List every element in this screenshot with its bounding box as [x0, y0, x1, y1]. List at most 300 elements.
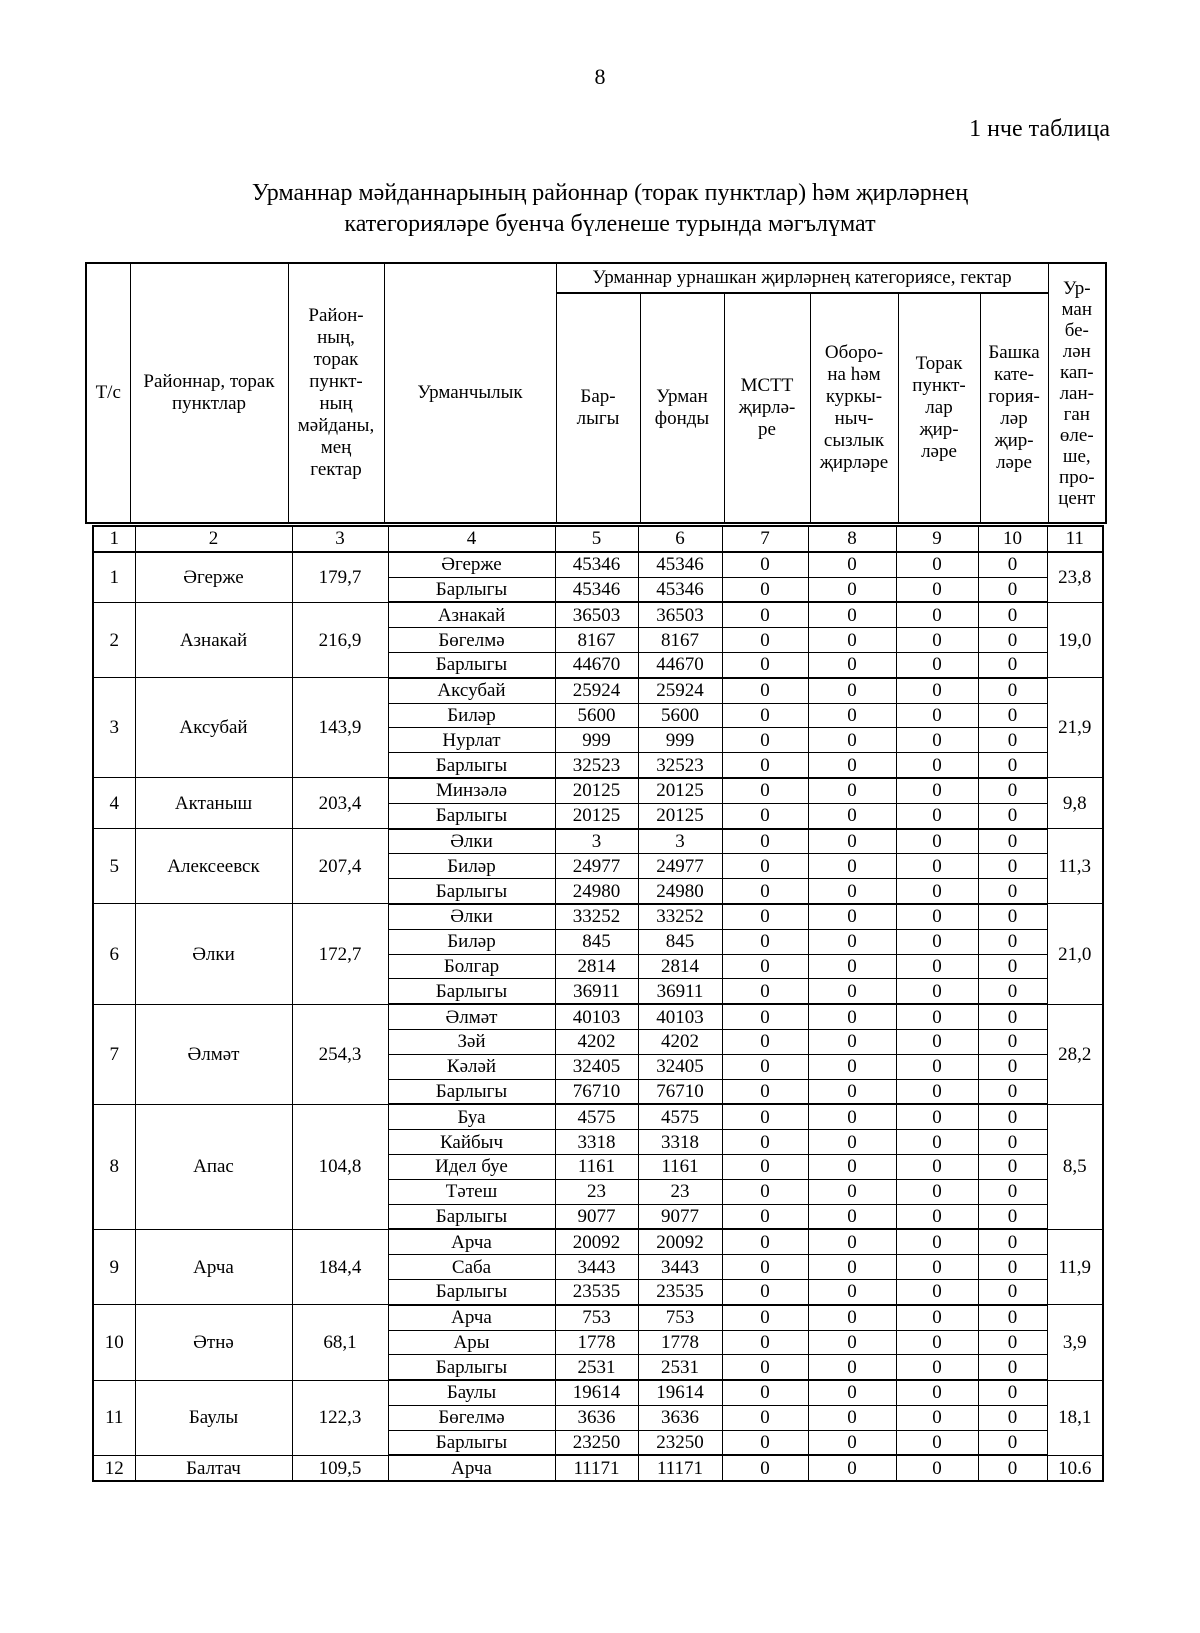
district-name: Әтнә	[135, 1305, 292, 1380]
forest-fund-hectares: 33252	[638, 904, 722, 929]
row-number: 11	[93, 1380, 135, 1455]
mstt-hectares: 0	[722, 1104, 808, 1129]
header-forest-fund: Урман фонды	[640, 293, 724, 523]
forest-fund-hectares: 24980	[638, 879, 722, 904]
defense-hectares: 0	[808, 628, 896, 653]
mstt-hectares: 0	[722, 678, 808, 703]
forestry-name: Арча	[388, 1229, 555, 1254]
total-hectares: 3318	[555, 1130, 638, 1155]
total-hectares: 4202	[555, 1029, 638, 1054]
forestry-name: Барлыгы	[388, 1355, 555, 1380]
district-area: 216,9	[292, 602, 388, 677]
mstt-hectares: 0	[722, 1330, 808, 1355]
forest-fund-hectares: 845	[638, 929, 722, 954]
header-other: Башка кате- гория- ләр җир- ләре	[980, 293, 1048, 523]
forest-cover-percent: 21,0	[1047, 904, 1103, 1004]
forest-fund-hectares: 25924	[638, 678, 722, 703]
table-row	[93, 778, 1103, 803]
header-district-area: Район- ның, торак пункт- ның мәйданы, мең гектар	[288, 263, 384, 523]
mstt-hectares: 0	[722, 1455, 808, 1481]
defense-hectares: 0	[808, 1054, 896, 1079]
district-area: 143,9	[292, 678, 388, 778]
document-title	[0, 178, 1200, 240]
other-hectares: 0	[978, 1204, 1047, 1229]
forestry-name: Кайбыч	[388, 1130, 555, 1155]
defense-hectares: 0	[808, 1430, 896, 1455]
total-hectares: 4575	[555, 1104, 638, 1129]
column-number: 1	[93, 526, 135, 552]
other-hectares: 0	[978, 929, 1047, 954]
defense-hectares: 0	[808, 1004, 896, 1029]
district-area: 207,4	[292, 829, 388, 904]
mstt-hectares: 0	[722, 879, 808, 904]
row-number: 8	[93, 1104, 135, 1229]
defense-hectares: 0	[808, 929, 896, 954]
mstt-hectares: 0	[722, 602, 808, 627]
other-hectares: 0	[978, 1130, 1047, 1155]
column-number: 11	[1047, 526, 1103, 552]
forest-fund-hectares: 11171	[638, 1455, 722, 1481]
mstt-hectares: 0	[722, 1279, 808, 1304]
settlement-hectares: 0	[896, 1430, 978, 1455]
defense-hectares: 0	[808, 728, 896, 753]
defense-hectares: 0	[808, 879, 896, 904]
district-name: Апас	[135, 1104, 292, 1229]
mstt-hectares: 0	[722, 1054, 808, 1079]
mstt-hectares: 0	[722, 1229, 808, 1254]
settlement-hectares: 0	[896, 1380, 978, 1405]
defense-hectares: 0	[808, 1455, 896, 1481]
table-row	[93, 904, 1103, 929]
forest-fund-hectares: 24977	[638, 854, 722, 879]
table-row	[93, 1104, 1103, 1129]
mstt-hectares: 0	[722, 703, 808, 728]
district-name: Алексеевск	[135, 829, 292, 904]
defense-hectares: 0	[808, 1279, 896, 1304]
forest-cover-percent: 23,8	[1047, 552, 1103, 603]
forest-fund-hectares: 3443	[638, 1255, 722, 1280]
other-hectares: 0	[978, 1004, 1047, 1029]
forest-fund-hectares: 36911	[638, 979, 722, 1004]
total-hectares: 999	[555, 728, 638, 753]
mstt-hectares: 0	[722, 552, 808, 577]
forestry-name: Идел буе	[388, 1154, 555, 1179]
district-area: 122,3	[292, 1380, 388, 1455]
district-name: Әгерже	[135, 552, 292, 603]
column-number: 2	[135, 526, 292, 552]
table-header	[85, 262, 1107, 524]
settlement-hectares: 0	[896, 703, 978, 728]
settlement-hectares: 0	[896, 854, 978, 879]
settlement-hectares: 0	[896, 753, 978, 778]
total-hectares: 753	[555, 1305, 638, 1330]
settlement-hectares: 0	[896, 1330, 978, 1355]
total-hectares: 32405	[555, 1054, 638, 1079]
district-name: Аксубай	[135, 678, 292, 778]
header-forestry: Урманчылык	[384, 263, 556, 523]
settlement-hectares: 0	[896, 552, 978, 577]
forest-fund-hectares: 45346	[638, 552, 722, 577]
title-line-2: категорияләре буенча бүленеше турында мәгълүмат	[344, 211, 876, 237]
mstt-hectares: 0	[722, 778, 808, 803]
defense-hectares: 0	[808, 577, 896, 602]
settlement-hectares: 0	[896, 678, 978, 703]
row-number: 5	[93, 829, 135, 904]
settlement-hectares: 0	[896, 879, 978, 904]
other-hectares: 0	[978, 728, 1047, 753]
other-hectares: 0	[978, 1079, 1047, 1104]
column-number: 4	[388, 526, 555, 552]
total-hectares: 2531	[555, 1355, 638, 1380]
mstt-hectares: 0	[722, 1380, 808, 1405]
mstt-hectares: 0	[722, 628, 808, 653]
mstt-hectares: 0	[722, 1029, 808, 1054]
total-hectares: 11171	[555, 1455, 638, 1481]
header-tc: Т/с	[86, 263, 130, 523]
forest-fund-hectares: 76710	[638, 1079, 722, 1104]
total-hectares: 40103	[555, 1004, 638, 1029]
row-number: 1	[93, 552, 135, 603]
mstt-hectares: 0	[722, 1305, 808, 1330]
forest-fund-hectares: 999	[638, 728, 722, 753]
forest-fund-hectares: 44670	[638, 652, 722, 677]
mstt-hectares: 0	[722, 1130, 808, 1155]
total-hectares: 19614	[555, 1380, 638, 1405]
forestry-name: Буа	[388, 1104, 555, 1129]
mstt-hectares: 0	[722, 728, 808, 753]
defense-hectares: 0	[808, 652, 896, 677]
forest-fund-hectares: 32405	[638, 1054, 722, 1079]
district-area: 104,8	[292, 1104, 388, 1229]
total-hectares: 23250	[555, 1430, 638, 1455]
forest-cover-percent: 21,9	[1047, 678, 1103, 778]
forest-fund-hectares: 3318	[638, 1130, 722, 1155]
column-number-row	[93, 526, 1103, 552]
forestry-name: Болгар	[388, 954, 555, 979]
other-hectares: 0	[978, 703, 1047, 728]
district-name: Актаныш	[135, 778, 292, 829]
defense-hectares: 0	[808, 678, 896, 703]
settlement-hectares: 0	[896, 628, 978, 653]
forestry-name: Ары	[388, 1330, 555, 1355]
settlement-hectares: 0	[896, 1029, 978, 1054]
forest-fund-hectares: 20125	[638, 803, 722, 828]
other-hectares: 0	[978, 829, 1047, 854]
total-hectares: 20125	[555, 778, 638, 803]
other-hectares: 0	[978, 1305, 1047, 1330]
mstt-hectares: 0	[722, 753, 808, 778]
total-hectares: 9077	[555, 1204, 638, 1229]
total-hectares: 3636	[555, 1405, 638, 1430]
title-line-1: Урманнар мәйданнарының районнар (торак пунктлар) һәм җирләрнең	[251, 180, 969, 206]
total-hectares: 25924	[555, 678, 638, 703]
total-hectares: 23535	[555, 1279, 638, 1304]
forest-fund-hectares: 8167	[638, 628, 722, 653]
row-number: 7	[93, 1004, 135, 1104]
row-number: 10	[93, 1305, 135, 1380]
forestry-name: Әлки	[388, 904, 555, 929]
forestry-name: Кәләй	[388, 1054, 555, 1079]
defense-hectares: 0	[808, 1380, 896, 1405]
forest-fund-hectares: 20125	[638, 778, 722, 803]
forest-fund-hectares: 20092	[638, 1229, 722, 1254]
defense-hectares: 0	[808, 1229, 896, 1254]
district-name: Баулы	[135, 1380, 292, 1455]
defense-hectares: 0	[808, 1305, 896, 1330]
forestry-name: Әгерже	[388, 552, 555, 577]
settlement-hectares: 0	[896, 1305, 978, 1330]
defense-hectares: 0	[808, 1079, 896, 1104]
settlement-hectares: 0	[896, 602, 978, 627]
district-area: 109,5	[292, 1455, 388, 1481]
forest-fund-hectares: 2814	[638, 954, 722, 979]
table-row	[93, 552, 1103, 577]
forestry-name: Барлыгы	[388, 1430, 555, 1455]
district-area: 179,7	[292, 552, 388, 603]
total-hectares: 24977	[555, 854, 638, 879]
district-area: 254,3	[292, 1004, 388, 1104]
forest-cover-percent: 19,0	[1047, 602, 1103, 677]
column-number: 6	[638, 526, 722, 552]
forestry-name: Тәтеш	[388, 1179, 555, 1204]
settlement-hectares: 0	[896, 803, 978, 828]
total-hectares: 36503	[555, 602, 638, 627]
other-hectares: 0	[978, 1255, 1047, 1280]
other-hectares: 0	[978, 854, 1047, 879]
other-hectares: 0	[978, 628, 1047, 653]
mstt-hectares: 0	[722, 803, 808, 828]
total-hectares: 45346	[555, 577, 638, 602]
defense-hectares: 0	[808, 602, 896, 627]
district-area: 172,7	[292, 904, 388, 1004]
table-label: 1 нче таблица	[969, 116, 1110, 142]
settlement-hectares: 0	[896, 1455, 978, 1481]
mstt-hectares: 0	[722, 1255, 808, 1280]
forest-fund-hectares: 4202	[638, 1029, 722, 1054]
district-area: 68,1	[292, 1305, 388, 1380]
forest-data-table	[92, 525, 1104, 1482]
forest-fund-hectares: 1161	[638, 1154, 722, 1179]
mstt-hectares: 0	[722, 854, 808, 879]
total-hectares: 20125	[555, 803, 638, 828]
settlement-hectares: 0	[896, 1054, 978, 1079]
header-mstt: МСТТ җирлә- ре	[724, 293, 810, 523]
settlement-hectares: 0	[896, 1179, 978, 1204]
header-defense: Оборо- на һәм куркы- ныч- сызлык җирләре	[810, 293, 898, 523]
settlement-hectares: 0	[896, 904, 978, 929]
defense-hectares: 0	[808, 778, 896, 803]
mstt-hectares: 0	[722, 1079, 808, 1104]
other-hectares: 0	[978, 904, 1047, 929]
defense-hectares: 0	[808, 979, 896, 1004]
district-name: Балтач	[135, 1455, 292, 1481]
forest-cover-percent: 10.6	[1047, 1455, 1103, 1481]
forest-fund-hectares: 4575	[638, 1104, 722, 1129]
table-row	[93, 1455, 1103, 1481]
forest-cover-percent: 28,2	[1047, 1004, 1103, 1104]
total-hectares: 5600	[555, 703, 638, 728]
forest-fund-hectares: 19614	[638, 1380, 722, 1405]
table-row	[93, 829, 1103, 854]
settlement-hectares: 0	[896, 778, 978, 803]
forest-fund-hectares: 9077	[638, 1204, 722, 1229]
forestry-name: Әлки	[388, 829, 555, 854]
mstt-hectares: 0	[722, 1154, 808, 1179]
forest-cover-percent: 11,3	[1047, 829, 1103, 904]
forest-fund-hectares: 45346	[638, 577, 722, 602]
forest-cover-percent: 9,8	[1047, 778, 1103, 829]
forestry-name: Барлыгы	[388, 652, 555, 677]
row-number: 12	[93, 1455, 135, 1481]
forest-fund-hectares: 753	[638, 1305, 722, 1330]
forestry-name: Баулы	[388, 1380, 555, 1405]
defense-hectares: 0	[808, 854, 896, 879]
forestry-name: Барлыгы	[388, 803, 555, 828]
defense-hectares: 0	[808, 1204, 896, 1229]
mstt-hectares: 0	[722, 829, 808, 854]
forestry-name: Саба	[388, 1255, 555, 1280]
forestry-name: Барлыгы	[388, 577, 555, 602]
forest-fund-hectares: 36503	[638, 602, 722, 627]
other-hectares: 0	[978, 1104, 1047, 1129]
forestry-name: Минзәлә	[388, 778, 555, 803]
total-hectares: 20092	[555, 1229, 638, 1254]
defense-hectares: 0	[808, 1355, 896, 1380]
district-name: Әлмәт	[135, 1004, 292, 1104]
column-number: 8	[808, 526, 896, 552]
other-hectares: 0	[978, 803, 1047, 828]
forestry-name: Биләр	[388, 854, 555, 879]
mstt-hectares: 0	[722, 929, 808, 954]
forest-fund-hectares: 3	[638, 829, 722, 854]
mstt-hectares: 0	[722, 904, 808, 929]
district-name: Азнакай	[135, 602, 292, 677]
total-hectares: 1161	[555, 1154, 638, 1179]
forest-cover-percent: 11,9	[1047, 1229, 1103, 1304]
settlement-hectares: 0	[896, 1255, 978, 1280]
total-hectares: 1778	[555, 1330, 638, 1355]
total-hectares: 32523	[555, 753, 638, 778]
mstt-hectares: 0	[722, 979, 808, 1004]
header-category-group: Урманнар урнашкан җирләрнең категориясе, гектар	[556, 263, 1048, 293]
total-hectares: 45346	[555, 552, 638, 577]
column-number: 10	[978, 526, 1047, 552]
other-hectares: 0	[978, 1405, 1047, 1430]
forest-cover-percent: 8,5	[1047, 1104, 1103, 1229]
other-hectares: 0	[978, 1430, 1047, 1455]
other-hectares: 0	[978, 778, 1047, 803]
forest-fund-hectares: 2531	[638, 1355, 722, 1380]
forestry-name: Барлыгы	[388, 753, 555, 778]
mstt-hectares: 0	[722, 1204, 808, 1229]
other-hectares: 0	[978, 678, 1047, 703]
total-hectares: 3443	[555, 1255, 638, 1280]
defense-hectares: 0	[808, 1179, 896, 1204]
other-hectares: 0	[978, 1380, 1047, 1405]
other-hectares: 0	[978, 1279, 1047, 1304]
other-hectares: 0	[978, 1229, 1047, 1254]
district-area: 184,4	[292, 1229, 388, 1304]
column-number: 3	[292, 526, 388, 552]
other-hectares: 0	[978, 1054, 1047, 1079]
total-hectares: 33252	[555, 904, 638, 929]
settlement-hectares: 0	[896, 1004, 978, 1029]
settlement-hectares: 0	[896, 728, 978, 753]
forestry-name: Биләр	[388, 703, 555, 728]
total-hectares: 76710	[555, 1079, 638, 1104]
forest-fund-hectares: 1778	[638, 1330, 722, 1355]
settlement-hectares: 0	[896, 652, 978, 677]
other-hectares: 0	[978, 1154, 1047, 1179]
settlement-hectares: 0	[896, 1130, 978, 1155]
defense-hectares: 0	[808, 1130, 896, 1155]
header-forest-cover: Ур- ман бе- лән кап- лан- ган өле- ше, про- цент	[1048, 263, 1106, 523]
settlement-hectares: 0	[896, 954, 978, 979]
mstt-hectares: 0	[722, 1405, 808, 1430]
defense-hectares: 0	[808, 703, 896, 728]
mstt-hectares: 0	[722, 577, 808, 602]
total-hectares: 24980	[555, 879, 638, 904]
column-number: 5	[555, 526, 638, 552]
forestry-name: Нурлат	[388, 728, 555, 753]
other-hectares: 0	[978, 652, 1047, 677]
district-name: Арча	[135, 1229, 292, 1304]
other-hectares: 0	[978, 1330, 1047, 1355]
settlement-hectares: 0	[896, 1204, 978, 1229]
forestry-name: Аксубай	[388, 678, 555, 703]
forestry-name: Бөгелмә	[388, 1405, 555, 1430]
forest-fund-hectares: 40103	[638, 1004, 722, 1029]
settlement-hectares: 0	[896, 829, 978, 854]
defense-hectares: 0	[808, 1255, 896, 1280]
table-row	[93, 1004, 1103, 1029]
settlement-hectares: 0	[896, 1355, 978, 1380]
defense-hectares: 0	[808, 803, 896, 828]
forest-cover-percent: 3,9	[1047, 1305, 1103, 1380]
mstt-hectares: 0	[722, 1430, 808, 1455]
settlement-hectares: 0	[896, 1279, 978, 1304]
total-hectares: 36911	[555, 979, 638, 1004]
settlement-hectares: 0	[896, 1229, 978, 1254]
mstt-hectares: 0	[722, 1179, 808, 1204]
forest-fund-hectares: 3636	[638, 1405, 722, 1430]
other-hectares: 0	[978, 879, 1047, 904]
table-row	[93, 1380, 1103, 1405]
mstt-hectares: 0	[722, 1004, 808, 1029]
total-hectares: 3	[555, 829, 638, 854]
other-hectares: 0	[978, 1029, 1047, 1054]
forestry-name: Барлыгы	[388, 1079, 555, 1104]
defense-hectares: 0	[808, 829, 896, 854]
forest-fund-hectares: 23	[638, 1179, 722, 1204]
row-number: 4	[93, 778, 135, 829]
total-hectares: 23	[555, 1179, 638, 1204]
other-hectares: 0	[978, 1455, 1047, 1481]
forest-fund-hectares: 32523	[638, 753, 722, 778]
other-hectares: 0	[978, 954, 1047, 979]
defense-hectares: 0	[808, 954, 896, 979]
header-settlement: Торак пункт- лар җир- ләре	[898, 293, 980, 523]
total-hectares: 44670	[555, 652, 638, 677]
table-row	[93, 1229, 1103, 1254]
defense-hectares: 0	[808, 552, 896, 577]
settlement-hectares: 0	[896, 979, 978, 1004]
header-district: Районнар, торак пунктлар	[130, 263, 288, 523]
other-hectares: 0	[978, 552, 1047, 577]
forestry-name: Барлыгы	[388, 1204, 555, 1229]
settlement-hectares: 0	[896, 929, 978, 954]
defense-hectares: 0	[808, 1405, 896, 1430]
